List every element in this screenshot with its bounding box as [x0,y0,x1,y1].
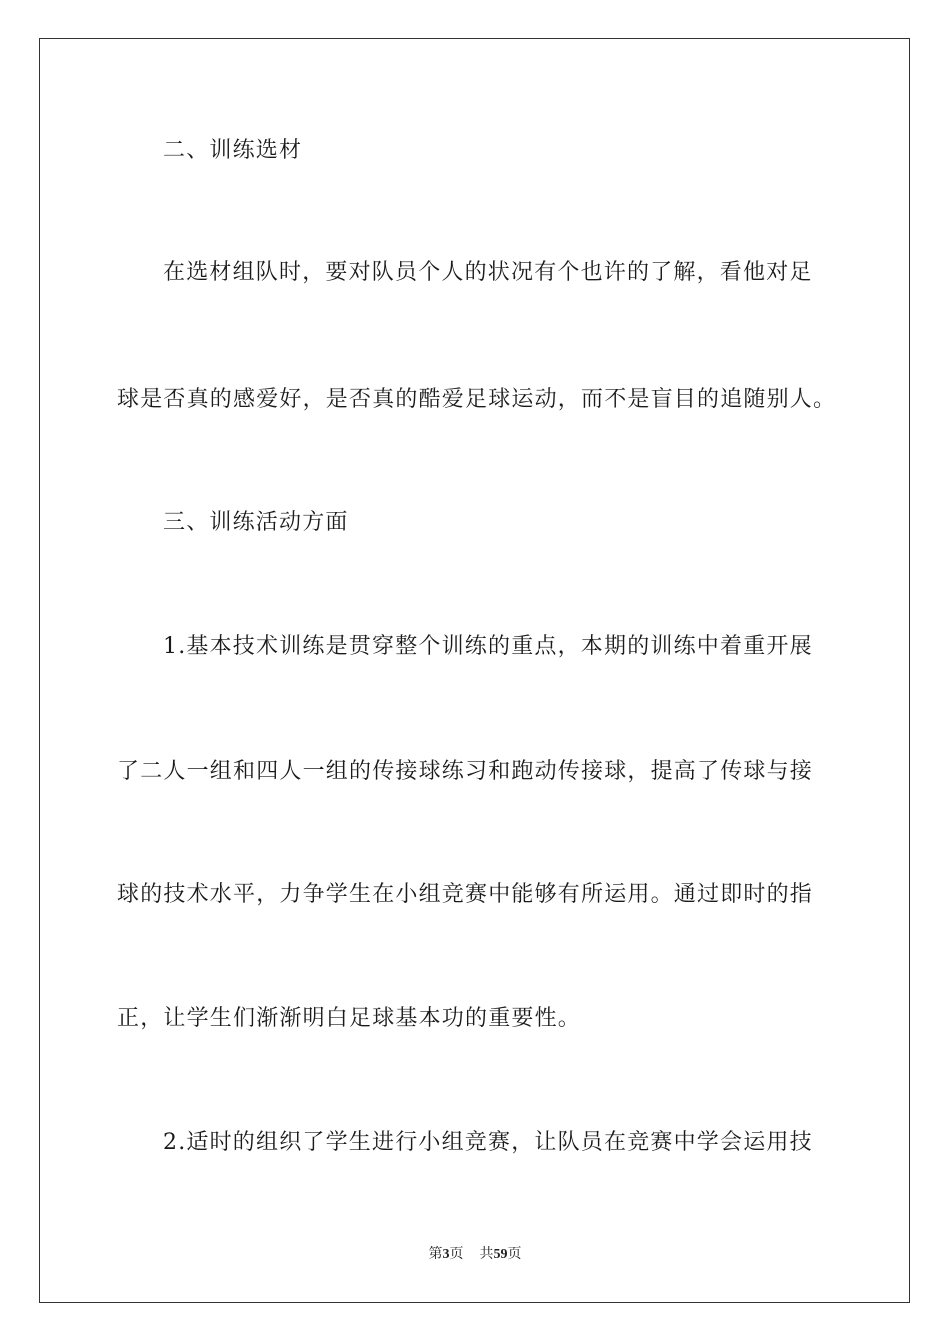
paragraph-line: 正，让学生们渐渐明白足球基本功的重要性。 [117,1006,582,1031]
section-heading-training-selection: 二、训练选材 [163,138,303,163]
page-number: 3 [442,1247,450,1262]
paragraph-line: 了二人一组和四人一组的传接球练习和跑动传接球，提高了传球与接 [117,759,814,784]
total-suffix: 页 [507,1247,522,1262]
paragraph-line: 1.基本技术训练是贯穿整个训练的重点，本期的训练中着重开展 [163,634,813,659]
page-border [39,38,910,1303]
paragraph-line: 球是否真的感爱好，是否真的酷爱足球运动，而不是盲目的追随别人。 [117,387,837,412]
total-prefix: 共 [479,1247,494,1262]
page-prefix: 第 [428,1247,443,1262]
paragraph-line: 球的技术水平，力争学生在小组竞赛中能够有所运用。通过即时的指 [117,882,814,907]
paragraph-line: 在选材组队时，要对队员个人的状况有个也许的了解，看他对足 [163,260,813,285]
paragraph-line: 2.适时的组织了学生进行小组竞赛，让队员在竞赛中学会运用技 [163,1130,813,1155]
page-footer [0,1246,950,1264]
total-pages: 59 [493,1247,508,1262]
page-suffix: 页 [449,1247,464,1262]
section-heading-training-activities: 三、训练活动方面 [163,510,349,535]
